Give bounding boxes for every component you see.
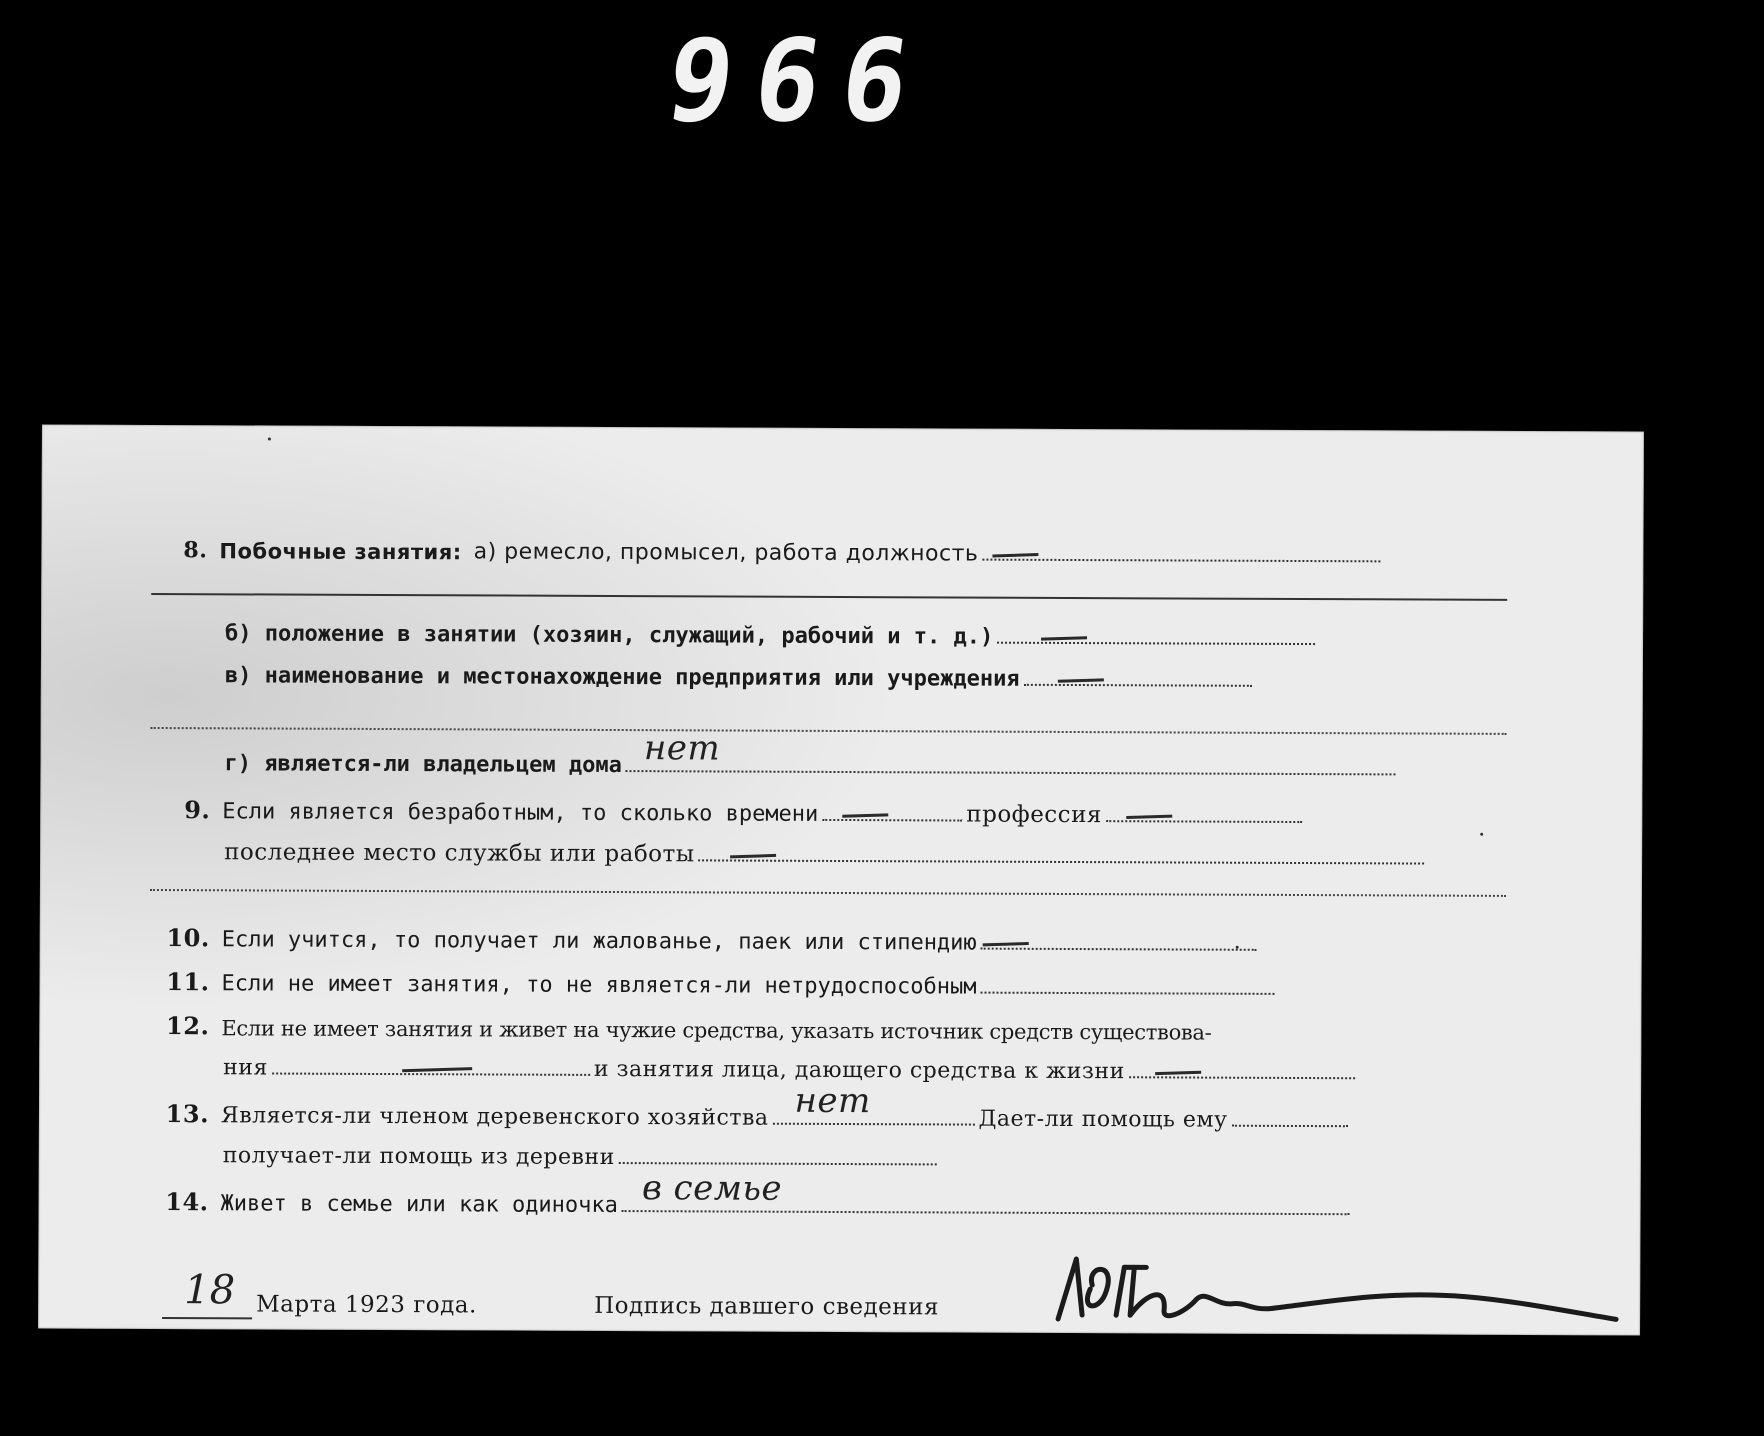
q8-v-continuation-line [151,727,1507,735]
q9-last-job-dash [731,854,777,858]
q11-number: 11. [166,967,210,997]
q14-handwritten-answer: в семье [641,1168,783,1209]
q13-number: 13. [165,1099,210,1129]
q10-field[interactable] [981,948,1257,951]
q13-help-label: Дает-ли помощь ему [978,1106,1228,1133]
q8-v-dash [1058,678,1104,682]
q12-row-1 [159,1011,1211,1045]
q13-handwritten-answer: нет [794,1080,871,1122]
q8-g-handwritten-answer: нет [643,728,721,769]
q13-row-2 [223,1143,941,1171]
footer-day-handwritten: 18 [184,1267,236,1314]
q8-g-label: г) является-ли владельцем дома [224,751,622,779]
q8-row-g [224,728,1399,781]
footer-signature-row [594,1293,939,1321]
speck-3 [268,437,271,440]
q8-a-label: а) ремесло, промысел, работа должность [473,539,979,567]
q8-b-field[interactable] [997,642,1315,645]
q12-line2-mid: и занятия лица, дающего средства к жизни [593,1056,1125,1085]
q9-profession-dash [1126,815,1172,819]
q12-source-dash [402,1067,472,1072]
q8-b-label: б) положение в занятии (хозяин, служащий, рабочий и т. д.) [225,621,994,650]
q10-row [160,923,1261,957]
q9-duration-dash [842,813,888,817]
footer-date-row [256,1291,477,1318]
q9-duration-field[interactable] [822,819,962,822]
q12-occupation-field[interactable] [1129,1076,1355,1079]
q8-b-dash [1041,636,1087,640]
q13-line2: получает-ли помощь из деревни [222,1143,615,1171]
q14-field[interactable] [622,1168,1350,1215]
frame-number: 966 [658,15,939,148]
footer-day-line [162,1317,252,1319]
q8-a-field[interactable] [982,559,1380,563]
q8-v-field[interactable] [1024,684,1252,687]
questionnaire-card [38,425,1644,1336]
q13-village-help-field[interactable] [619,1162,937,1165]
q8-row-b [225,621,1319,651]
speck-1 [1480,833,1483,836]
q9-number: 9. [184,795,211,825]
q10-dash [983,942,1029,946]
q8-v-label: в) наименование и местонахождение предприятия или учреждения [224,663,1020,692]
q10-text: Если учится, то получает ли жалованье, паек или стипендию [221,927,977,956]
q8-g-field[interactable] [626,728,1396,775]
q9-line1: Если является безработным, то сколько времени [222,799,819,827]
q9-line2: последнее место службы или работы [224,839,695,868]
q11-text: Если не имеет занятия, то не является-ли нетрудоспособным [221,971,977,1000]
q9-last-job-field[interactable] [699,859,1425,864]
footer-date: Марта 1923 года. [256,1291,477,1319]
q13-help-field[interactable] [1231,1125,1347,1128]
q12-row-2 [223,1055,1359,1085]
q8-a-dash [992,553,1038,557]
q12-source-field[interactable] [272,1073,590,1076]
speck-2 [1236,946,1239,949]
q11-row [159,967,1278,1001]
q11-field[interactable] [980,992,1274,995]
q9-row-2 [224,839,1429,870]
q12-line2-start: ния [223,1055,268,1081]
q8-title: Побочные занятия: [219,539,462,565]
q9-profession-label: профессия [966,801,1102,829]
q13-member-field[interactable] [772,1080,974,1126]
q12-line1: Если не имеет занятия и живет на чужие средства, указать источник средств существова- [221,1016,1212,1045]
q12-number: 12. [166,1011,210,1041]
footer-signature-label: Подпись давшего сведения [594,1292,940,1321]
q14-number: 14. [165,1187,209,1217]
q8-a-continuation-line [151,593,1507,601]
q14-row [159,1168,1354,1221]
q8-row-v [225,663,1256,692]
q8-number: 8. [183,537,208,564]
q13-text: Является-ли членом деревенского хозяйства [220,1103,769,1131]
q12-occupation-dash [1155,1071,1201,1075]
q9-row-1 [180,795,1306,829]
q14-text: Живет в семье или как одиночка [220,1191,618,1219]
handwritten-signature [1046,1245,1626,1338]
q9-continuation-line [150,889,1506,897]
q9-profession-field[interactable] [1106,820,1302,823]
q10-number: 10. [166,923,210,953]
q13-row-1 [159,1080,1352,1133]
q8-row-a [181,537,1384,568]
